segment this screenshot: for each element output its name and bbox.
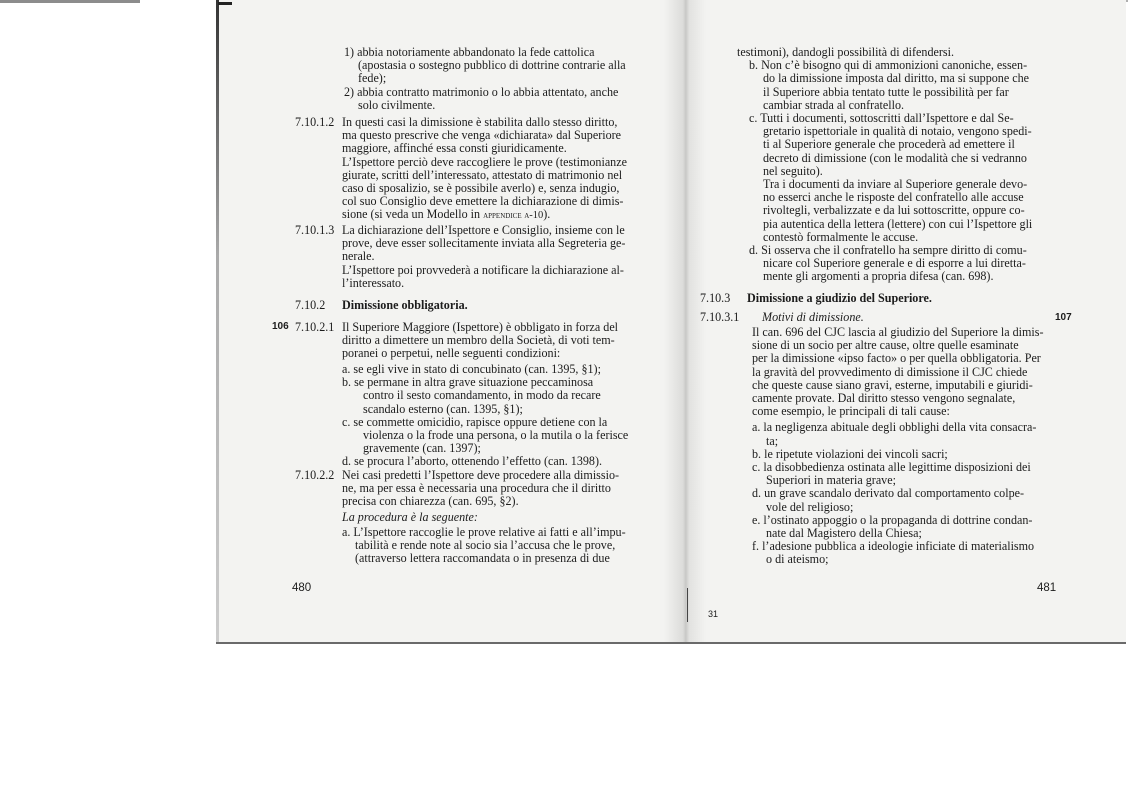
text-line: cambiar strada al confratello. [763, 97, 905, 112]
section-heading [700, 292, 1060, 305]
list-item: d. se procura l’aborto, ottenendo l’effetto (can. 1398). [342, 454, 603, 469]
list-item: a. L’Ispettore raccoglie le prove relative ai fatti e all’impu- [342, 524, 626, 539]
numbered-paragraph [295, 224, 640, 290]
text-line: nicare col Superiore generale e di esporre a lui diretta- [763, 256, 1026, 271]
text-line: violenza o la frode una persona, o la mutila o la ferisce [363, 428, 629, 443]
section-number: 7.10.1.3 [295, 223, 335, 237]
gutter-mark [687, 588, 688, 622]
page-edge-left [216, 0, 219, 642]
numbered-paragraph [295, 116, 640, 223]
text-line: testimoni), dandogli possibilità di difendersi. [737, 45, 954, 59]
text-line: prove, deve esser sollecitamente inviata alla Segreteria ge- [342, 236, 626, 251]
list-item: b. se permane in altra grave situazione peccaminosa [342, 375, 594, 390]
text-line: l’interessato. [342, 275, 405, 290]
page-number: 480 [292, 582, 312, 594]
heading-text: Motivi di dimissione. [762, 310, 864, 324]
list-item: c. la disobbedienza ostinata alle legittime disposizioni dei [752, 460, 1031, 475]
text-line: come esempio, le principali di tali cause: [752, 404, 950, 419]
text-line: 2) abbia contratto matrimonio o lo abbia attentato, anche [344, 84, 619, 99]
margin-number: 106 [272, 321, 289, 332]
text-line: decreto di dimissione (con le modalità che si vedranno [763, 150, 1027, 165]
footer-number: 31 [708, 609, 719, 619]
numbered-paragraph [295, 469, 640, 565]
heading-text: Dimissione obbligatoria. [342, 298, 468, 312]
text-line: gravemente (can. 1397); [363, 441, 481, 456]
text-line: il Superiore abbia tentato tutte le possibilità per far [763, 84, 1009, 99]
text-line: per la dimissione «ipso facto» o per quella obbligatoria. Per [752, 351, 1041, 366]
text-line: scandalo esterno (can. 1395, §1); [363, 401, 523, 416]
list-block [295, 363, 640, 469]
text-line: ta; [766, 433, 779, 448]
text-line: nate dal Magistero della Chiesa; [766, 526, 922, 541]
text-line: nerale. [342, 249, 375, 264]
text-line: solo civilmente. [358, 97, 436, 112]
text-line: precisa con chiarezza (can. 695, §2). [342, 494, 519, 509]
list-item: b. Non c’è bisogno qui di ammonizioni canoniche, essen- [749, 58, 1028, 73]
text-line: Il Superiore Maggiore (Ispettore) è obbligato in forza del [342, 320, 619, 334]
text-line: (apostasia o sostegno pubblico di dottrine contrarie alla [358, 58, 626, 73]
text-line: do la dimissione imposta dal diritto, ma si suppone che [763, 71, 1030, 86]
text-line: col suo Consiglio deve emettere la dichiarazione di dimis- [342, 194, 624, 209]
text-line: caso di sposalizio, se è possibile averlo) e, senza indugio, [342, 181, 620, 196]
text-line: La dichiarazione dell’Ispettore e Consiglio, insieme con le [342, 223, 625, 237]
list-item: c. se commette omicidio, rapisce oppure detiene con la [342, 414, 608, 429]
text-line: 1) abbia notoriamente abbandonato la fede cattolica [344, 45, 595, 59]
text-line: (attraverso lettera raccomandata o in presenza di due [355, 551, 610, 566]
list-block [295, 46, 640, 112]
text-line: ne, ma per essa è necessaria una procedura che il diritto [342, 481, 611, 496]
section-heading [700, 311, 1060, 324]
list-item: c. Tutti i documenti, sottoscritti dall’Ispettore e dal Se- [749, 111, 1014, 126]
list-item: b. le ripetute violazioni dei vincoli sacri; [752, 446, 948, 461]
text-line: contro il sesto comandamento, in modo da recare [363, 388, 601, 403]
text-line: Tra i documenti da inviare al Superiore generale devo- [763, 177, 1028, 192]
text-line: Il can. 696 del CJC lascia al giudizio del Superiore la dimis- [752, 325, 1044, 339]
list-item: f. l’adesione pubblica a ideologie inficiate di materialismo [752, 539, 1035, 554]
scan-edge-top-left [0, 0, 140, 3]
list-item: e. l’ostinato appoggio o la propaganda di dottrine condan- [752, 512, 1033, 527]
text-line: ma questo prescrive che venga «dichiarata» dal Superiore [342, 128, 622, 143]
text-line: diritto a dimettere un membro della Società, di voti tem- [342, 333, 615, 348]
text-line: L’Ispettore perciò deve raccogliere le prove (testimonianze [342, 154, 627, 169]
text-line: maggiore, affinché essa consti giuridicamente. [342, 141, 567, 156]
text-line: L’Ispettore poi provvederà a notificare la dichiarazione al- [342, 262, 624, 277]
text-line: camente provate. Dal diritto stesso vengono segnalate, [752, 391, 1016, 406]
text-line: no esserci anche le risposte del confratello alle accuse [763, 190, 1024, 205]
list-item: a. la negligenza abituale degli obblighi della vita consacra- [752, 420, 1037, 435]
text-line: giurate, scritti dell’interessato, attestato di matrimonio nel [342, 167, 623, 182]
text-line: o di ateismo; [766, 552, 829, 567]
list-block [700, 46, 1060, 284]
section-heading [295, 299, 640, 312]
text-line: fede); [358, 71, 387, 86]
text-line: La procedura è la seguente: [342, 509, 478, 524]
section-number: 7.10.2.2 [295, 468, 335, 482]
list-item: d. Si osserva che il confratello ha sempre diritto di comu- [749, 243, 1027, 258]
text-line: Nei casi predetti l’Ispettore deve procedere alla dimissio- [342, 468, 620, 482]
section-number: 7.10.2.1 [295, 320, 335, 334]
text-line: rivoltegli, verbalizzate e da lui sottoscritte, oppure co- [763, 203, 1025, 218]
text-line: che queste cause siano gravi, esterne, imputabili e giuridi- [752, 377, 1033, 392]
text-line: gretario ispettoriale in qualità di notaio, vengono spedi- [763, 124, 1032, 139]
text-line: vole del religioso; [766, 499, 854, 514]
paragraph [700, 326, 1060, 567]
section-number: 7.10.1.2 [295, 115, 335, 129]
text-line: la gravità del provvedimento di dimissione il CJC chiede [752, 364, 1028, 379]
text-line: ti al Superiore generale che procederà ad emettere il [763, 137, 1015, 152]
page-corner-mark [218, 2, 232, 13]
section-number: 7.10.3 [700, 291, 731, 305]
text-line: In questi casi la dimissione è stabilita dallo stesso diritto, [342, 115, 618, 129]
heading-text: Dimissione a giudizio del Superiore. [747, 291, 932, 305]
list-item: a. se egli vive in stato di concubinato (can. 1395, §1); [342, 362, 601, 376]
section-number: 7.10.3.1 [700, 310, 740, 324]
text-line: nel seguito). [763, 163, 823, 178]
appendix-reference: appendice a-10 [483, 210, 544, 222]
text-line: Superiori in materia grave; [766, 473, 896, 488]
text-line: poranei o perpetui, nelle seguenti condizioni: [342, 346, 561, 361]
list-item: d. un grave scandalo derivato dal comportamento colpe- [752, 486, 1025, 501]
text-line: pia autentica della lettera (lettere) con cui l’Ispettore gli [763, 216, 1033, 231]
text-line: sione di un socio per altre cause, oltre quelle esaminate [752, 338, 1019, 353]
text-line: sione (si veda un Modello in appendice a-10). [342, 207, 551, 222]
section-number: 7.10.2 [295, 298, 326, 312]
numbered-paragraph [295, 321, 640, 361]
text-line: tabilità e rende note al socio sia l’accusa che le prove, [355, 538, 616, 553]
page-number: 481 [1037, 582, 1057, 594]
margin-number: 107 [1055, 312, 1072, 323]
text-line: contestò formalmente le accuse. [763, 229, 919, 244]
text-line: mente gli argomenti a propria difesa (can. 698). [763, 269, 994, 284]
